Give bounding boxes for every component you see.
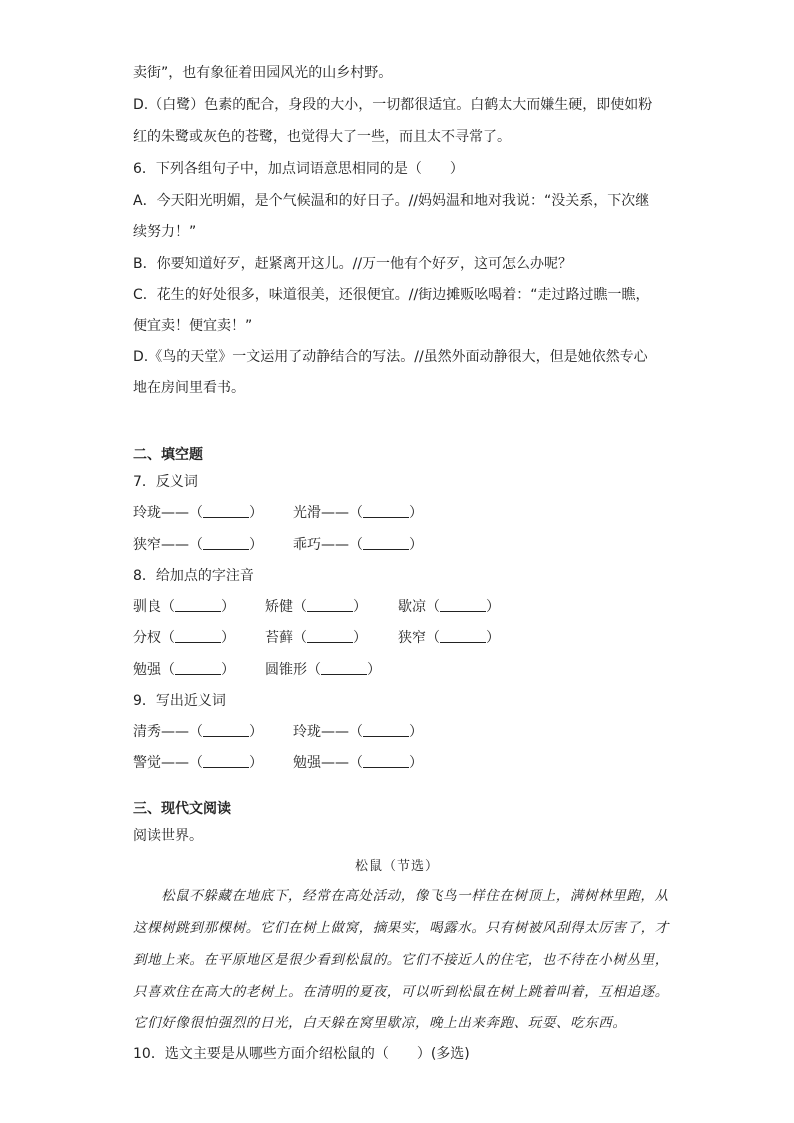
answer-blank[interactable]: [175, 628, 221, 643]
reading-intro: 阅读世界。: [133, 828, 203, 844]
q5-option-d-line-2: 红的朱鹭或灰色的苍鹭，也觉得大了一些，而且太不寻常了。: [133, 129, 511, 145]
q6-option-c-line-2: 便宜卖！便宜卖！”: [133, 318, 253, 334]
passage-line-4: 只喜欢住在高大的老树上。在清明的夏夜，可以听到松鼠在树上跳着叫着，互相追逐。: [133, 984, 669, 1000]
passage-line-3: 到地上来。在平原地区是很少看到松鼠的。它们不接近人的住宅，也不待在小树丛里，: [133, 952, 669, 968]
q8-item-5: 苔藓（ ）: [265, 630, 367, 646]
q8-item-4: 分杈（ ）: [133, 630, 235, 646]
q10-stem: 10．选文主要是从哪些方面介绍松鼠的（ ）(多选): [133, 1046, 470, 1062]
passage-line-2: 这棵树跳到那棵树。它们在树上做窝，摘果实，喝露水。只有树被风刮得太厉害了，才: [133, 920, 669, 936]
answer-blank[interactable]: [363, 753, 409, 768]
q5-text-line-1: 卖街”，也有象征着田园风光的山乡村野。: [133, 65, 393, 81]
q7-item-1: 玲珑——（ ）: [133, 505, 263, 521]
q6-option-a-line-2: 续努力！”: [133, 224, 197, 240]
q9-stem: 9．写出近义词: [133, 693, 226, 709]
answer-blank[interactable]: [307, 628, 353, 643]
answer-blank[interactable]: [203, 753, 249, 768]
section-3-heading: 三、现代文阅读: [133, 801, 231, 817]
q7-item-2: 光滑——（ ）: [293, 505, 423, 521]
q9-item-1: 清秀——（ ）: [133, 724, 263, 740]
q6-option-d-line-1: D.《鸟的天堂》一文运用了动静结合的写法。//虽然外面动静很大，但是她依然专心: [133, 349, 648, 365]
q6-option-d-line-2: 地在房间里看书。: [133, 380, 245, 396]
q6-stem: 6．下列各组句子中，加点词语意思相同的是（ ）: [133, 161, 464, 177]
answer-blank[interactable]: [175, 597, 221, 612]
q8-item-1: 驯良（ ）: [133, 599, 235, 615]
q7-item-4: 乖巧——（ ）: [293, 537, 423, 553]
answer-blank[interactable]: [321, 660, 367, 675]
q6-option-b: B．你要知道好歹，赶紧离开这儿。//万一他有个好歹，这可怎么办呢？: [133, 256, 573, 272]
answer-blank[interactable]: [203, 503, 249, 518]
q6-option-a-line-1: A．今天阳光明媚，是个气候温和的好日子。//妈妈温和地对我说：“没关系，下次继: [133, 193, 650, 209]
passage-line-1: 松鼠不躲藏在地底下，经常在高处活动，像飞鸟一样住在树顶上，满树林里跑，从: [161, 888, 669, 904]
answer-blank[interactable]: [440, 597, 486, 612]
q7-stem: 7．反义词: [133, 474, 198, 490]
q9-item-3: 警觉——（ ）: [133, 755, 263, 771]
q8-item-2: 矫健（ ）: [265, 599, 367, 615]
q9-item-2: 玲珑——（ ）: [293, 724, 423, 740]
q8-stem: 8．给加点的字注音: [133, 568, 254, 584]
q8-item-8: 圆锥形（ ）: [265, 662, 381, 678]
answer-blank[interactable]: [363, 535, 409, 550]
answer-blank[interactable]: [175, 660, 221, 675]
answer-blank[interactable]: [203, 535, 249, 550]
answer-blank[interactable]: [363, 722, 409, 737]
q6-option-c-line-1: C．花生的好处很多，味道很美，还很便宜。//街边摊贩吆喝着：“走过路过瞧一瞧，: [133, 287, 650, 303]
answer-blank[interactable]: [203, 722, 249, 737]
answer-blank[interactable]: [363, 503, 409, 518]
q5-option-d-line-1: D.（白鹭）色素的配合，身段的大小，一切都很适宜。白鹤太大而嫌生硬，即使如粉: [133, 97, 653, 113]
answer-blank[interactable]: [307, 597, 353, 612]
passage-title: 松鼠（节选）: [354, 859, 439, 874]
answer-blank[interactable]: [440, 628, 486, 643]
section-2-heading: 二、填空题: [133, 447, 203, 463]
passage-line-5: 它们好像很怕强烈的日光，白天躲在窝里歇凉，晚上出来奔跑、玩耍、吃东西。: [133, 1015, 627, 1031]
q8-item-7: 勉强（ ）: [133, 662, 235, 678]
q8-item-6: 狭窄（ ）: [398, 630, 500, 646]
q7-item-3: 狭窄——（ ）: [133, 537, 263, 553]
q9-item-4: 勉强——（ ）: [293, 755, 423, 771]
q8-item-3: 歇凉（ ）: [398, 599, 500, 615]
